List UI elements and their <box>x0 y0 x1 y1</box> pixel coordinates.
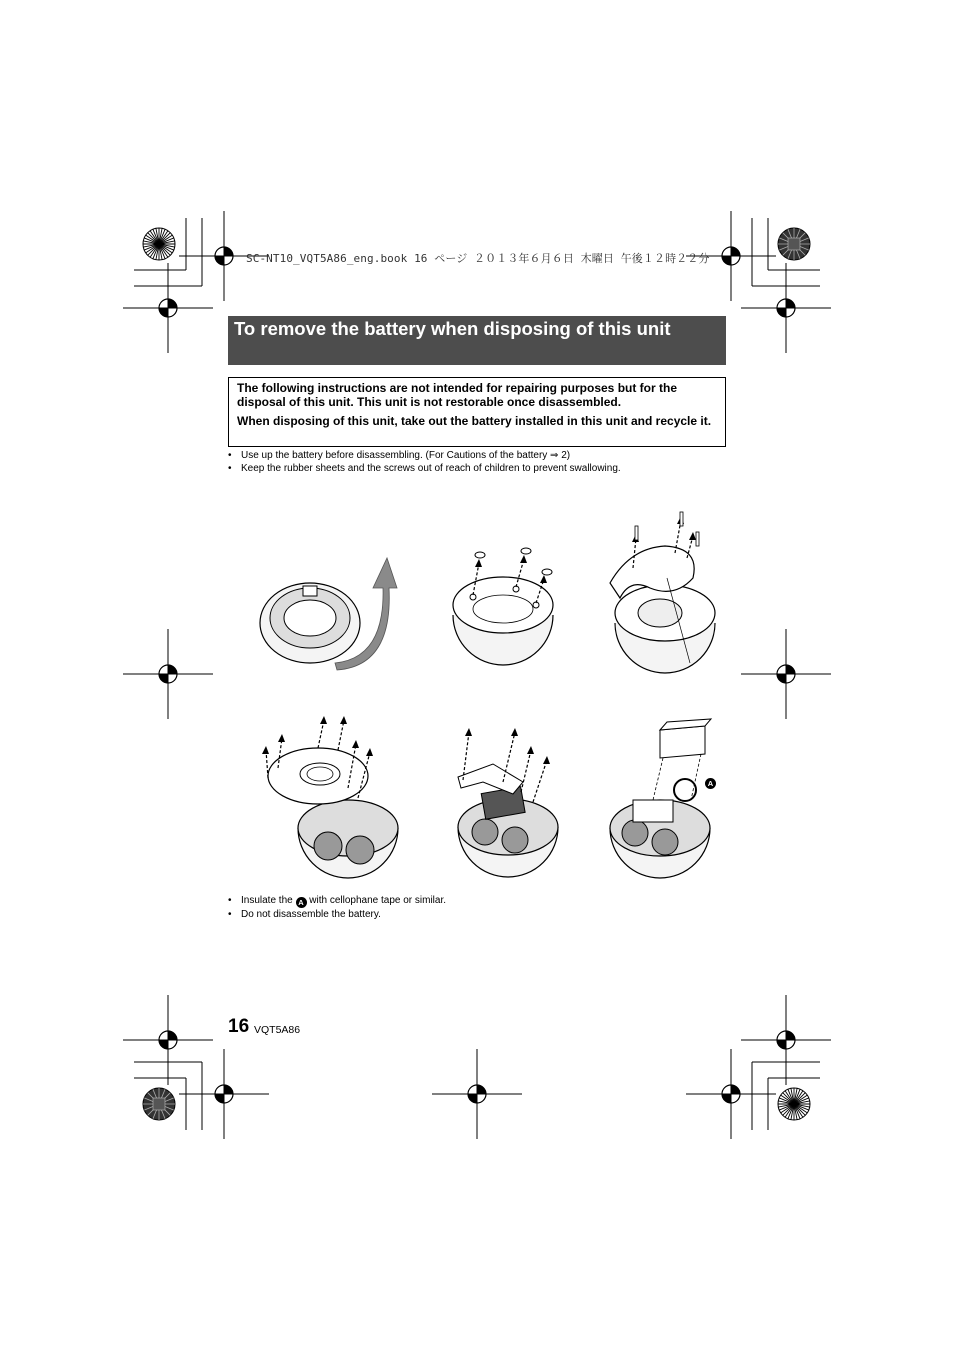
step-3-illustration <box>605 508 725 678</box>
precautions-list <box>228 449 748 475</box>
insulate-prefix: Insulate the <box>241 895 293 906</box>
step-6-illustration <box>605 718 725 878</box>
print-header-line: SC-NT10_VQT5A86_eng.book 16 ページ ２０１３年６月６日 木曜日 午後１２時２２分 <box>246 252 710 265</box>
note-item-insulate <box>228 894 748 908</box>
notes-list <box>228 894 748 921</box>
section-title: To remove the battery when disposing of this unit <box>228 316 726 365</box>
insulate-suffix: with cellophane tape or similar. <box>309 895 447 906</box>
callout-a-badge: A <box>705 778 716 789</box>
callout-a-inline-badge: A <box>296 897 307 908</box>
notice-paragraph-2: When disposing of this unit, take out the battery installed in this unit and recycle it. <box>237 414 712 428</box>
precaution-item: • Keep the rubber sheets and the screws out of reach of children to prevent swallowing. <box>228 462 748 475</box>
step-5-illustration <box>453 712 563 872</box>
page-number: 16 <box>228 1016 250 1037</box>
step-4-illustration <box>258 698 408 888</box>
model-code: VQT5A86 <box>254 1024 301 1036</box>
notice-paragraph-1: The following instructions are not intended for repairing purposes but for the disposal of this unit. This unit is not restorable once disassembled. <box>237 381 678 409</box>
note-item-no-disassemble: • Do not disassemble the battery. <box>228 908 748 921</box>
step-1-illustration <box>255 548 415 678</box>
step-2-illustration <box>448 545 568 675</box>
precaution-item: • Use up the battery before disassembling. (For Cautions of the battery ⇒ 2) <box>228 449 748 462</box>
notice-box <box>228 377 726 447</box>
